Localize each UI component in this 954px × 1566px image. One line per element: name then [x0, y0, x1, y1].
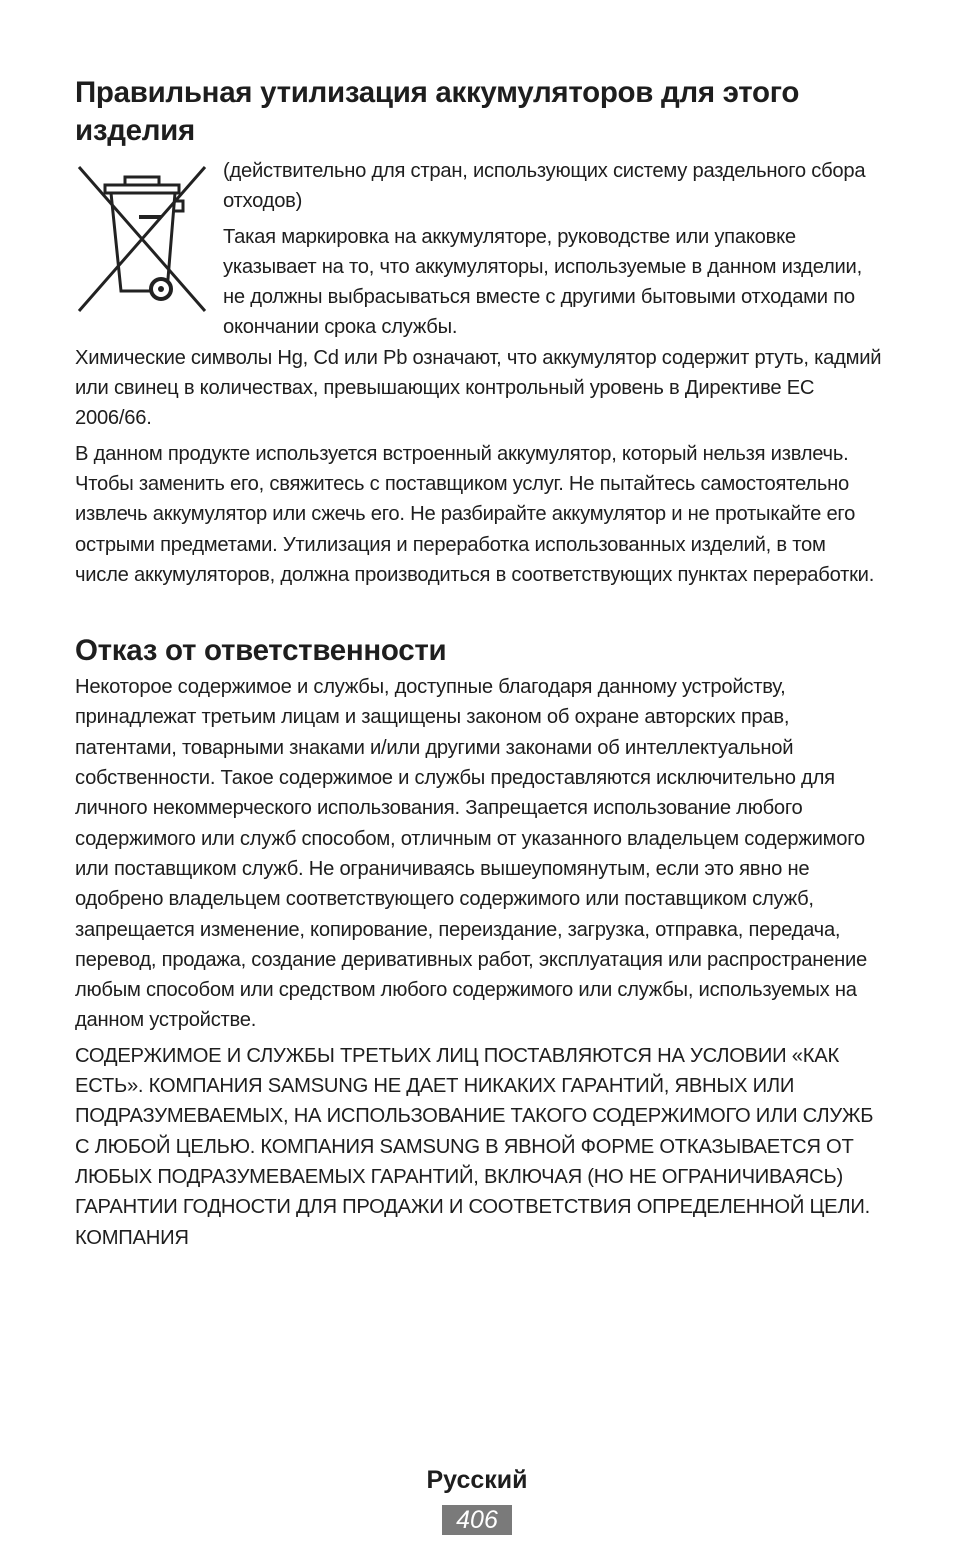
- battery-disposal-heading: Правильная утилизация аккумуляторов для этого изделия: [75, 76, 800, 147]
- disclaimer-paragraph: Некоторое содержимое и службы, доступные благодаря данному устройству, принадлежат третьим лицам и защищены законом об охране авторских прав, патентами, товарными знаками и/или другими законами об интеллектуальной собственности. Такое содержимое и службы предоставляются исключительно для личного некоммерческого использования. Запрещается использование любого содержимого или служб способом, отличным от указанного владельцем содержимого или поставщиком служб. Не ограничиваясь вышеупомянутым, если это явно не одобрено владельцем соответствующего содержимого или поставщиком служб, запрещается изменение, копирование, переиздание, загрузка, отправка, передача, перевод, продажа, создание деривативных работ, эксплуатация или распространение любым способом или средством любого содержимого или службы, используемых на данном устройстве.: [75, 676, 868, 1032]
- crossed-out-wheelie-bin-icon: [75, 163, 209, 315]
- disclaimer-caps-paragraph: СОДЕРЖИМОЕ И СЛУЖБЫ ТРЕТЬИХ ЛИЦ ПОСТАВЛЯЮТСЯ НА УСЛОВИИ «КАК ЕСТЬ». КОМПАНИЯ SAMSUNG НЕ ДАЕТ НИКАКИХ ГАРАНТИЙ, ЯВНЫХ ИЛИ ПОДРАЗУМЕВАЕМЫХ, НА ИСПОЛЬЗОВАНИЕ ТАКОГО СОДЕРЖИМОГО ИЛИ СЛУЖБ С ЛЮБОЙ ЦЕЛЬЮ. КОМПАНИЯ SAMSUNG В ЯВНОЙ ФОРМЕ ОТКАЗЫВАЕТСЯ ОТ ЛЮБЫХ ПОДРАЗУМЕВАЕМЫХ ГАРАНТИЙ, ВКЛЮЧАЯ (НО НЕ ОГРАНИЧИВАЯСЬ) ГАРАНТИИ ГОДНОСТИ ДЛЯ ПРОДАЖИ И СООТВЕТСТВИЯ ОПРЕДЕЛЕННОЙ ЦЕЛИ. КОМПАНИЯ: [75, 1044, 874, 1249]
- document-page: [75, 74, 883, 1253]
- battery-chemicals-text: Химические символы Hg, Cd или Pb означают, что аккумулятор содержит ртуть, кадмий или свинец в количествах, превышающих контрольный уровень в Директиве ЕС 2006/66.: [75, 346, 882, 430]
- battery-disposal-section: [75, 156, 883, 590]
- disclaimer-heading: Отказ от ответственности: [75, 634, 447, 668]
- page-number: 406: [442, 1505, 512, 1535]
- battery-scope-note: (действительно для стран, использующих систему раздельного сбора отходов): [223, 160, 866, 213]
- footer-language-label: Русский: [426, 1466, 528, 1494]
- battery-builtin-text: В данном продукте используется встроенный аккумулятор, который нельзя извлечь. Чтобы заменить его, свяжитесь с поставщиком услуг. Не пытайтесь самостоятельно извлечь аккумулятор или сжечь его. Не разбирайте аккумулятор и не протыкайте его острыми предметами. Утилизация и переработка использованных изделий, в том числе аккумуляторов, должна производиться в соответствующих пунктах переработки.: [75, 442, 875, 586]
- battery-marking-text: Такая маркировка на аккумуляторе, руководстве или упаковке указывает на то, что аккумуляторы, используемые в данном изделии, не должны выбрасываться вместе с другими бытовыми отходами по окончании срока службы.: [223, 225, 862, 339]
